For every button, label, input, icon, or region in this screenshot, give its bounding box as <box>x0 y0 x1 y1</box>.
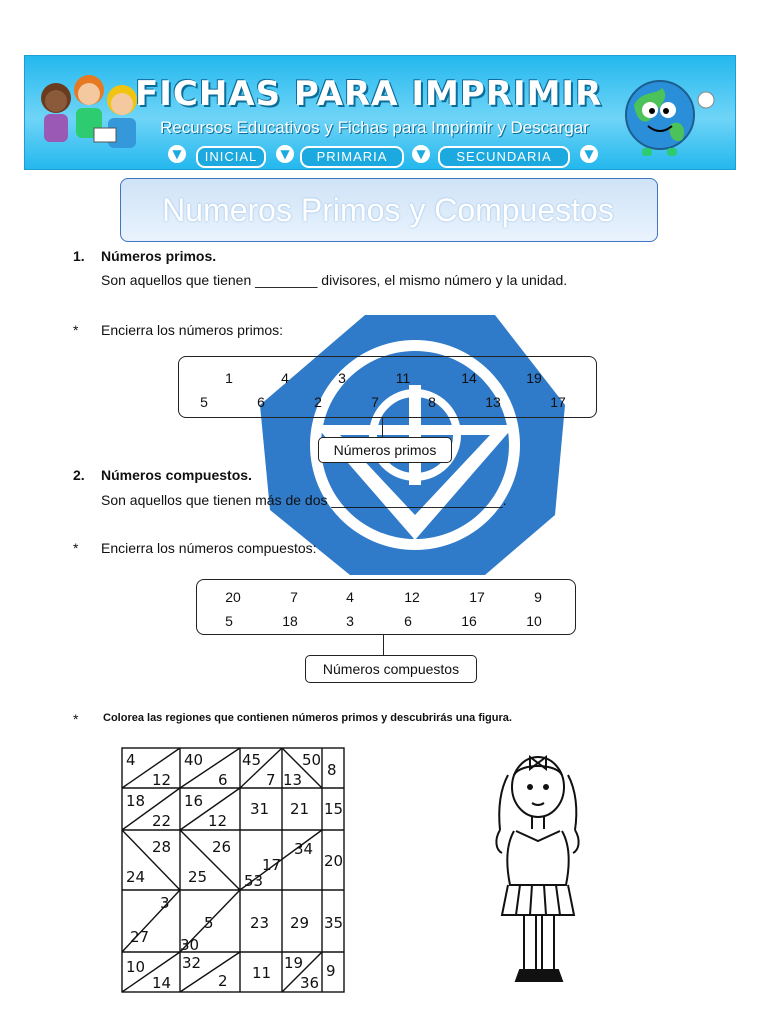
number-item: 8 <box>428 394 436 410</box>
grid-number: 36 <box>300 974 320 992</box>
grid-number: 19 <box>284 954 304 972</box>
primes-label-box: Números primos <box>318 437 452 463</box>
number-item: 7 <box>371 394 379 410</box>
grid-number: 18 <box>126 792 146 810</box>
grid-number: 3 <box>160 894 170 912</box>
section2-number: 2. <box>73 467 85 483</box>
grid-number: 4 <box>126 751 136 769</box>
page-title: Numeros Primos y Compuestos <box>162 192 614 228</box>
number-item: 2 <box>314 394 322 410</box>
nav-inicial-button[interactable]: INICIAL <box>196 146 266 168</box>
grid-number: 7 <box>266 771 276 789</box>
number-item: 17 <box>550 394 566 410</box>
number-item: 5 <box>225 613 233 629</box>
grid-number: 53 <box>244 872 264 890</box>
grid-number: 5 <box>204 914 214 932</box>
grid-number: 8 <box>327 761 337 779</box>
grid-number: 16 <box>184 792 204 810</box>
number-item: 20 <box>225 589 241 605</box>
nav-arrow-icon: ▼ <box>276 145 294 163</box>
number-item: 4 <box>346 589 354 605</box>
grid-number: 28 <box>152 838 172 856</box>
grid-number: 9 <box>326 962 336 980</box>
grid-number: 31 <box>250 800 270 818</box>
number-item: 14 <box>461 370 477 386</box>
grid-number: 30 <box>180 936 200 954</box>
grid-number: 35 <box>324 914 344 932</box>
grid-number: 25 <box>188 868 208 886</box>
number-item: 10 <box>526 613 542 629</box>
number-item: 9 <box>534 589 542 605</box>
nav-arrow-icon: ▼ <box>412 145 430 163</box>
number-item: 13 <box>485 394 501 410</box>
grid-number: 12 <box>208 812 228 830</box>
grid-number: 34 <box>294 840 314 858</box>
number-item: 6 <box>257 394 265 410</box>
section3-instruction: Colorea las regiones que contienen números primos y descubrirás una figura. <box>103 712 512 724</box>
number-item: 12 <box>404 589 420 605</box>
number-item: 18 <box>282 613 298 629</box>
number-item: 3 <box>338 370 346 386</box>
grid-number: 10 <box>126 958 146 976</box>
section1-heading: Números primos. <box>101 248 217 264</box>
grid-number: 12 <box>152 771 172 789</box>
section2-instruction: Encierra los números compuestos: <box>101 540 317 556</box>
brand-tagline: Recursos Educativos y Fichas para Imprimir y Descargar <box>160 118 589 137</box>
grid-number: 17 <box>262 856 282 874</box>
number-item: 6 <box>404 613 412 629</box>
section1-bullet: * <box>73 322 79 338</box>
grid-number: 11 <box>252 964 272 982</box>
primes-number-box <box>178 356 597 418</box>
section2-heading: Números compuestos. <box>101 467 252 483</box>
number-item: 7 <box>290 589 298 605</box>
kids-icon <box>34 68 144 160</box>
grid-number: 23 <box>250 914 270 932</box>
grid-number: 15 <box>324 800 344 818</box>
connector-line <box>383 634 384 656</box>
section2-bullet: * <box>73 540 79 556</box>
composites-label-box: Números compuestos <box>305 655 477 683</box>
grid-number: 27 <box>130 928 150 946</box>
grid-number: 21 <box>290 800 310 818</box>
number-item: 5 <box>200 394 208 410</box>
grid-number: 45 <box>242 751 262 769</box>
number-item: 3 <box>346 613 354 629</box>
number-item: 4 <box>281 370 289 386</box>
section1-instruction: Encierra los números primos: <box>101 322 284 338</box>
grid-number: 22 <box>152 812 172 830</box>
grid-number: 24 <box>126 868 146 886</box>
nav-arrow-icon: ▼ <box>168 145 186 163</box>
grid-number: 29 <box>290 914 310 932</box>
composites-number-box <box>196 579 576 635</box>
grid-number: 20 <box>324 852 344 870</box>
grid-number: 32 <box>182 954 202 972</box>
grid-number: 6 <box>218 771 228 789</box>
nav-primaria-button[interactable]: PRIMARIA <box>300 146 404 168</box>
section2-definition: Son aquellos que tienen más de dos ______________________. <box>101 492 507 508</box>
number-item: 19 <box>526 370 542 386</box>
section1-number: 1. <box>73 248 85 264</box>
grid-number: 50 <box>302 751 322 769</box>
number-item: 16 <box>461 613 477 629</box>
globe-mascot-icon <box>612 70 722 162</box>
grid-number: 14 <box>152 974 172 992</box>
nav-secundaria-button[interactable]: SECUNDARIA <box>438 146 570 168</box>
section3-bullet: * <box>73 711 79 727</box>
number-item: 11 <box>395 370 411 386</box>
number-item: 17 <box>469 589 485 605</box>
number-item: 1 <box>225 370 233 386</box>
coloring-grid <box>118 746 348 996</box>
section1-definition: Son aquellos que tienen ________ divisores, el mismo número y la unidad. <box>101 272 568 288</box>
grid-number: 40 <box>184 751 204 769</box>
nav-arrow-icon: ▼ <box>580 145 598 163</box>
girl-illustration <box>480 745 595 995</box>
brand-title: FICHAS PARA IMPRIMIR <box>135 74 603 114</box>
connector-line <box>382 417 383 437</box>
grid-number: 2 <box>218 972 228 990</box>
grid-number: 26 <box>212 838 232 856</box>
grid-number: 13 <box>283 771 303 789</box>
